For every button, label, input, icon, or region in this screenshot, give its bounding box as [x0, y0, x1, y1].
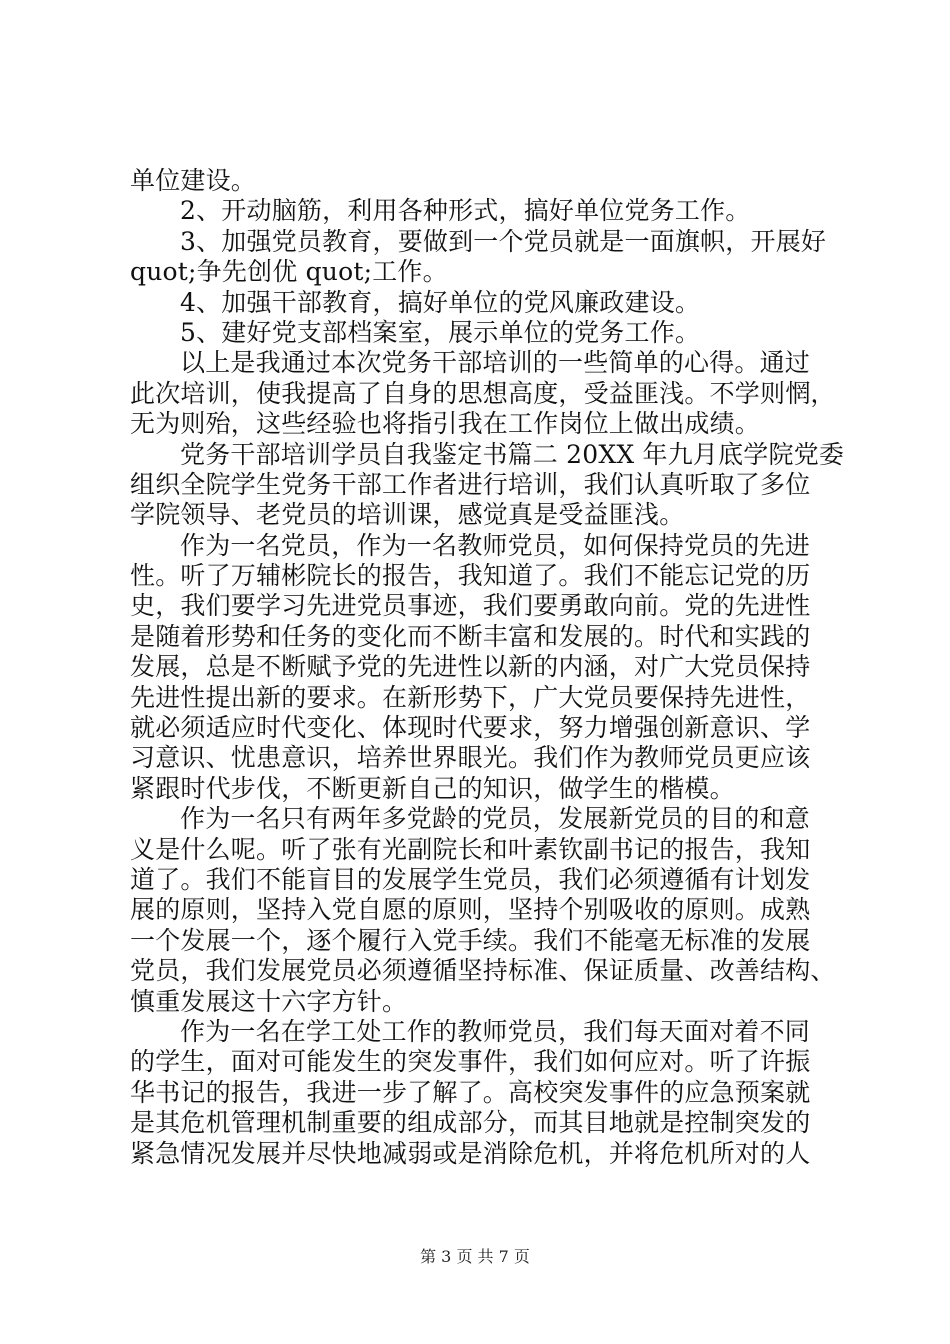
text-line: 习意识、忧患意识，培养世界眼光。我们作为教师党员更应该: [130, 743, 811, 773]
text-line: 慎重发展这十六字方针。: [130, 986, 408, 1016]
text-line: 作为一名在学工处工作的教师党员，我们每天面对着不同: [180, 1016, 811, 1046]
text-line: 无为则殆，这些经验也将指引我在工作岗位上做出成绩。: [130, 409, 761, 439]
text-line: 单位建设。: [130, 166, 257, 195]
text-line: 义是什么呢。听了张有光副院长和叶素钦副书记的报告，我知: [130, 834, 811, 864]
text-line: 5、建好党支部档案室，展示单位的党务工作。: [180, 317, 701, 347]
text-line: 是其危机管理机制重要的组成部分，而其目地就是控制突发的: [130, 1108, 811, 1138]
text-line: 此次培训，使我提高了自身的思想高度，受益匪浅。不学则惘，: [130, 378, 836, 408]
text-line: 一个发展一个，逐个履行入党手续。我们不能毫无标准的发展: [130, 925, 811, 955]
text-line: 紧跟时代步伐，不断更新自己的知识，做学生的楷模。: [130, 773, 735, 803]
text-line: 3、加强党员教育，要做到一个党员就是一面旗帜，开展好: [180, 226, 827, 256]
text-line: 党员，我们发展党员必须遵循坚持标准、保证质量、改善结构、: [130, 956, 836, 986]
text-line: quot;争先创优 quot;工作。: [130, 257, 448, 287]
text-line: 性。听了万辅彬院长的报告，我知道了。我们不能忘记党的历: [130, 561, 811, 591]
text-line: 学院领导、老党员的培训课，感觉真是受益匪浅。: [130, 500, 685, 530]
text-line: 4、加强干部教育，搞好单位的党风廉政建设。: [180, 287, 701, 317]
text-line: 以上是我通过本次党务干部培训的一些简单的心得。通过: [180, 348, 811, 378]
text-line: 展的原则，坚持入党自愿的原则，坚持个别吸收的原则。成熟: [130, 895, 811, 925]
text-line: 2、开动脑筋，利用各种形式，搞好单位党务工作。: [180, 196, 751, 226]
text-line: 华书记的报告，我进一步了解了。高校突发事件的应急预案就: [130, 1077, 811, 1107]
page-footer: 第 3 页 共 7 页: [420, 1247, 530, 1266]
text-line: 史，我们要学习先进党员事迹，我们要勇敢向前。党的先进性: [130, 591, 811, 621]
text-line: 紧急情况发展并尽快地减弱或是消除危机，并将危机所对的人: [130, 1138, 811, 1168]
text-line: 的学生，面对可能发生的突发事件，我们如何应对。听了许振: [130, 1047, 811, 1077]
text-line: 作为一名只有两年多党龄的党员，发展新党员的目的和意: [180, 804, 811, 834]
text-line: 先进性提出新的要求。在新形势下，广大党员要保持先进性，: [130, 682, 811, 712]
text-line: 就必须适应时代变化、体现时代要求，努力增强创新意识、学: [130, 713, 811, 743]
text-line: 是随着形势和任务的变化而不断丰富和发展的。时代和实践的: [130, 621, 811, 651]
text-line: 道了。我们不能盲目的发展学生党员，我们必须遵循有计划发: [130, 864, 811, 894]
text-line: 组织全院学生党务干部工作者进行培训，我们认真听取了多位: [130, 469, 811, 499]
document-body: [130, 166, 845, 1169]
text-line: 党务干部培训学员自我鉴定书篇二 20XX 年九月底学院党委: [180, 439, 845, 469]
text-line: 作为一名党员，作为一名教师党员，如何保持党员的先进: [180, 530, 811, 560]
text-line: 发展，总是不断赋予党的先进性以新的内涵，对广大党员保持: [130, 652, 811, 682]
